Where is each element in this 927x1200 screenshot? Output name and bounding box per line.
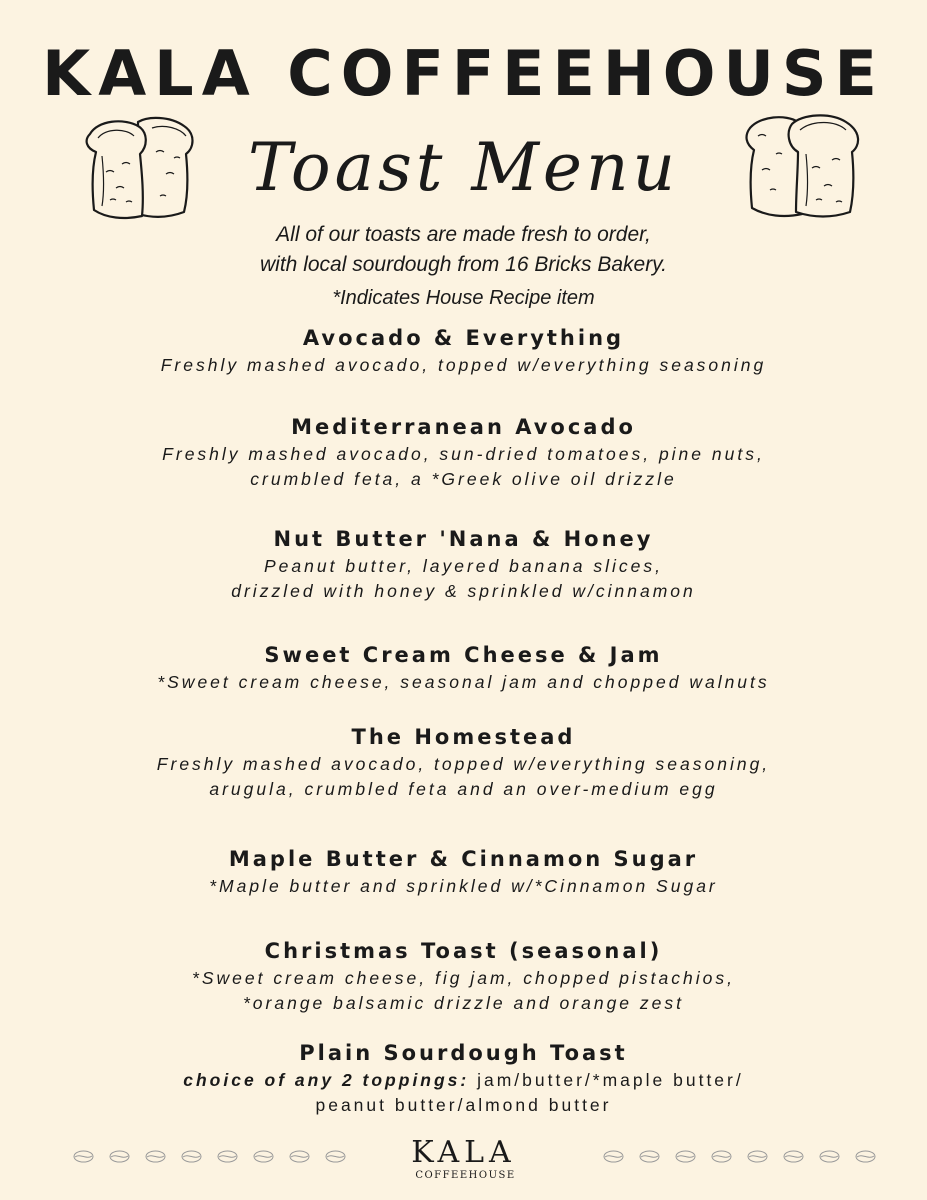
menu-item xyxy=(0,412,927,492)
menu-item xyxy=(0,524,927,604)
item-name: Avocado & Everything xyxy=(302,326,625,350)
item-description: *Sweet cream cheese, seasonal jam and chopped walnuts xyxy=(157,672,770,692)
coffee-bean-icon xyxy=(603,1150,624,1163)
choice-label: choice of any 2 toppings: xyxy=(183,1070,470,1090)
menu-item xyxy=(0,722,927,802)
item-name: Sweet Cream Cheese & Jam xyxy=(264,643,663,667)
menu-item xyxy=(0,640,927,695)
item-name: Maple Butter & Cinnamon Sugar xyxy=(228,847,699,871)
menu-subtitle: Toast Menu xyxy=(247,129,679,206)
item-description xyxy=(0,1068,927,1093)
item-name: Christmas Toast (seasonal) xyxy=(264,939,663,963)
intro-line: All of our toasts are made fresh to order, xyxy=(276,223,651,246)
item-description: crumbled feta, a *Greek olive oil drizzle xyxy=(250,469,677,489)
coffee-bean-icon xyxy=(639,1150,660,1163)
footer-logo-sub: COFFEEHOUSE xyxy=(415,1170,516,1181)
item-name: Nut Butter 'Nana & Honey xyxy=(273,527,654,551)
item-description: Peanut butter, layered banana slices, xyxy=(264,556,663,576)
item-name: Plain Sourdough Toast xyxy=(299,1041,628,1065)
item-description: drizzled with honey & sprinkled w/cinnamon xyxy=(231,581,696,601)
item-description: Freshly mashed avocado, topped w/everything seasoning, xyxy=(156,754,771,774)
house-recipe-note: *Indicates House Recipe item xyxy=(332,287,595,309)
coffee-bean-icon xyxy=(783,1150,804,1163)
item-description: arugula, crumbled feta and an over-medium egg xyxy=(209,779,718,799)
item-description: *Maple butter and sprinkled w/*Cinnamon Sugar xyxy=(209,876,718,896)
intro-line: with local sourdough from 16 Bricks Bakery. xyxy=(260,253,667,276)
coffee-bean-icon xyxy=(711,1150,732,1163)
item-description: peanut butter/almond butter xyxy=(315,1095,612,1115)
menu-item xyxy=(0,844,927,899)
item-name: The Homestead xyxy=(351,725,576,749)
menu-item xyxy=(0,1038,927,1118)
coffee-bean-icon xyxy=(675,1150,696,1163)
coffee-bean-row xyxy=(603,1150,876,1163)
item-description: *orange balsamic drizzle and orange zest xyxy=(242,993,684,1013)
coffee-bean-icon xyxy=(747,1150,768,1163)
item-description: Freshly mashed avocado, topped w/everything seasoning xyxy=(160,355,767,375)
menu-item xyxy=(0,936,927,1016)
choice-text: jam/butter/*maple butter/ xyxy=(469,1070,744,1090)
item-name: Mediterranean Avocado xyxy=(291,415,636,439)
item-description: *Sweet cream cheese, fig jam, chopped pistachios, xyxy=(192,968,735,988)
item-description: Freshly mashed avocado, sun-dried tomatoes, pine nuts, xyxy=(162,444,765,464)
footer-logo-name: KALA xyxy=(411,1135,516,1170)
menu-title: KALA COFFEEHOUSE xyxy=(42,37,885,110)
coffee-bean-icon xyxy=(855,1150,876,1163)
coffee-bean-icon xyxy=(819,1150,840,1163)
menu-item xyxy=(0,323,927,378)
intro-text xyxy=(0,220,927,280)
